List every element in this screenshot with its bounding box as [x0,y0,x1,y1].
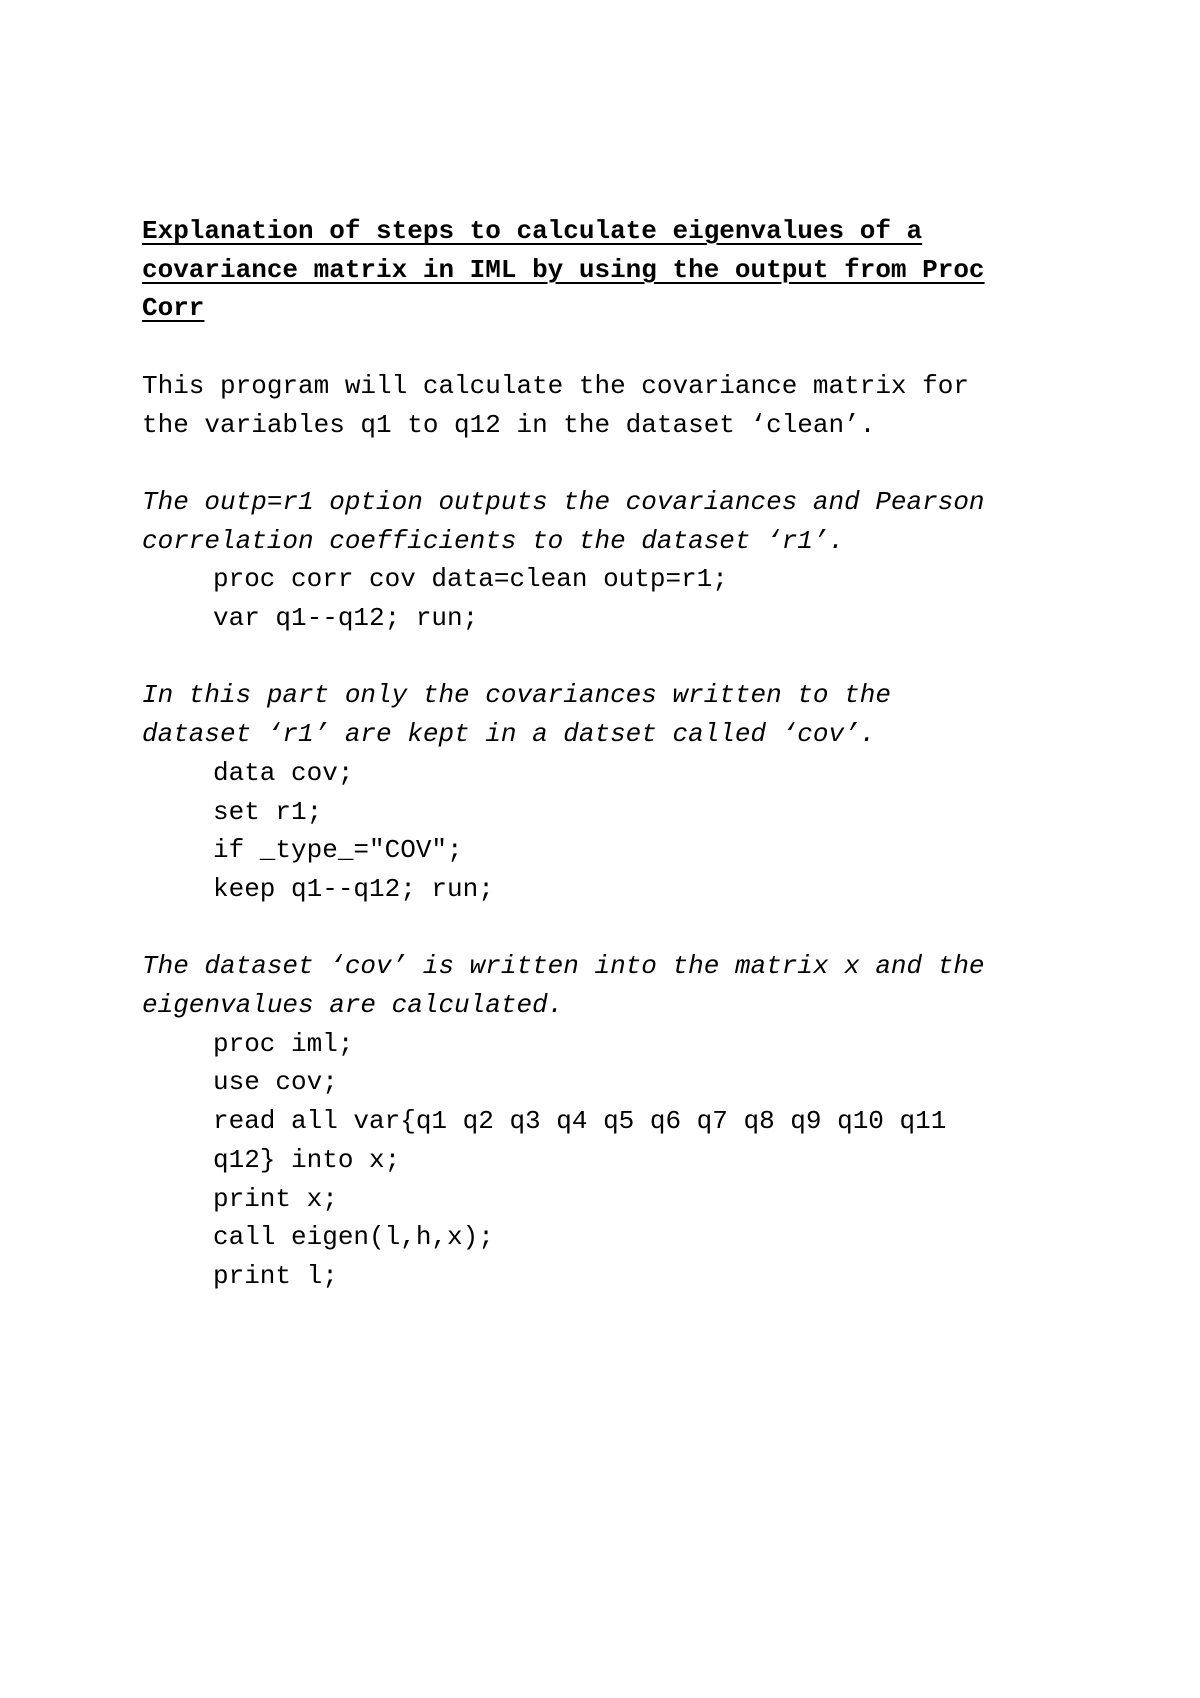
step2-comment-line: In this part only the covariances written to the [142,680,891,711]
intro-paragraph [142,367,1072,444]
step2-code-line: keep q1--q12; run; [213,873,494,904]
step2-comment-line: dataset ‘r1’ are kept in a datset called ‘cov’. [142,719,876,750]
spacer [142,909,1072,948]
step3-code-line: read all var{q1 q2 q3 q4 q5 q6 q7 q8 q9 q10 q11 [213,1106,947,1137]
spacer [142,444,1072,483]
title-line: Corr [142,293,205,324]
step3-code-line: call eigen(l,h,x); [213,1222,494,1253]
intro-line: This program will calculate the covariance matrix for [142,370,969,401]
step3-code-line: print l; [213,1260,338,1291]
step2-code-line: data cov; [213,757,354,788]
step3-section [142,947,1072,1295]
step3-code-line: proc iml; [213,1028,354,1059]
step2-code-line: set r1; [213,796,323,827]
title-line: covariance matrix in IML by using the output from Proc [142,254,985,285]
step3-code-line: use cov; [213,1067,338,1098]
spacer [142,328,1072,367]
step3-comment-line: eigenvalues are calculated. [142,990,564,1020]
step1-code-line: proc corr cov data=clean outp=r1; [213,564,728,595]
spacer [142,638,1072,677]
step1-section [142,483,1072,638]
step1-comment-line: The outp=r1 option outputs the covariances and Pearson [142,486,985,517]
step2-code-line: if _type_="COV"; [213,835,463,866]
step3-code-line: q12} into x; [213,1144,401,1175]
title-line: Explanation of steps to calculate eigenvalues of a [142,216,923,246]
step3-code-line: print x; [213,1183,338,1214]
step3-comment-line: The dataset ‘cov’ is written into the matrix x and the [142,951,985,982]
step2-section [142,676,1072,908]
document-page [142,212,1072,1296]
step1-comment-line: correlation coefficients to the dataset ‘r1’. [142,525,845,556]
intro-line: the variables q1 to q12 in the dataset ‘clean’. [142,409,876,440]
step1-code-line: var q1--q12; run; [213,603,479,633]
document-title [142,212,1072,328]
